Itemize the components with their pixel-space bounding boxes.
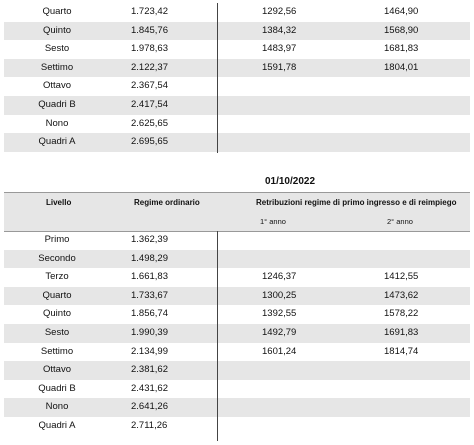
anno-1-cell <box>262 380 322 399</box>
anno-1-cell <box>262 361 322 380</box>
anno-2-cell <box>384 96 444 115</box>
table-row <box>4 268 470 287</box>
regime-ordinario-cell: 2.417,54 <box>131 98 168 110</box>
anno-1-cell <box>262 398 322 417</box>
livello-cell: Quadri A <box>38 419 76 431</box>
anno-1-cell: 1292,56 <box>262 6 297 17</box>
table-row <box>4 96 470 115</box>
table-header <box>4 192 470 232</box>
column-divider <box>217 231 218 441</box>
livello-cell: Quadri B <box>38 98 76 110</box>
regime-ordinario-cell: 2.625,65 <box>131 117 168 129</box>
regime-ordinario-cell: 1.498,29 <box>131 252 168 264</box>
column-divider <box>217 3 218 153</box>
livello-cell: Quinto <box>43 308 71 320</box>
anno-2-cell <box>384 77 444 96</box>
livello-cell: Nono <box>45 401 69 413</box>
header-regime-ordinario: Regime ordinario <box>134 198 200 207</box>
livello-cell: Sesto <box>44 326 70 338</box>
table-row <box>4 133 470 152</box>
anno-1-cell: 1601,24 <box>262 345 297 357</box>
livello-cell: Primo <box>44 234 70 245</box>
anno-1-cell: 1300,25 <box>262 289 297 301</box>
anno-2-cell: 1804,01 <box>384 61 419 73</box>
anno-2-cell <box>384 133 444 152</box>
table-row <box>4 231 470 250</box>
anno-2-cell: 1578,22 <box>384 308 419 320</box>
regime-ordinario-cell: 2.134,99 <box>131 345 168 357</box>
anno-2-cell <box>384 361 444 380</box>
regime-ordinario-cell: 1.978,63 <box>131 43 168 55</box>
regime-ordinario-cell: 1.362,39 <box>131 234 168 245</box>
anno-1-cell <box>262 96 322 115</box>
table-row <box>4 417 470 436</box>
anno-1-cell <box>262 115 322 134</box>
table-row <box>4 305 470 324</box>
anno-2-cell <box>384 115 444 134</box>
anno-1-cell: 1384,32 <box>262 24 297 36</box>
table-row <box>4 77 470 96</box>
livello-cell: Quarto <box>42 6 72 17</box>
anno-1-cell <box>262 417 322 436</box>
anno-2-cell: 1464,90 <box>384 6 419 17</box>
livello-cell: Settimo <box>40 61 74 73</box>
table-row <box>4 250 470 269</box>
livello-cell: Terzo <box>45 271 69 283</box>
livello-cell: Quadri A <box>38 136 76 148</box>
anno-2-cell: 1412,55 <box>384 271 419 283</box>
regime-ordinario-cell: 1.733,67 <box>131 289 168 301</box>
anno-1-cell <box>262 77 322 96</box>
salary-table-2022 <box>4 231 470 436</box>
regime-ordinario-cell: 2.381,62 <box>131 364 168 376</box>
anno-2-cell: 1568,90 <box>384 24 419 36</box>
regime-ordinario-cell: 1.661,83 <box>131 271 168 283</box>
regime-ordinario-cell: 1.856,74 <box>131 308 168 320</box>
livello-cell: Settimo <box>40 345 74 357</box>
livello-cell: Nono <box>45 117 69 129</box>
table-row <box>4 380 470 399</box>
livello-cell: Quadri B <box>38 382 76 394</box>
anno-1-cell: 1591,78 <box>262 61 297 73</box>
anno-1-cell: 1392,55 <box>262 308 297 320</box>
livello-cell: Quarto <box>42 289 72 301</box>
anno-1-cell: 1492,79 <box>262 326 297 338</box>
anno-2-cell: 1814,74 <box>384 345 419 357</box>
livello-cell: Quinto <box>43 24 71 36</box>
anno-1-cell <box>262 133 322 152</box>
table-row <box>4 324 470 343</box>
table-date-heading: 01/10/2022 <box>264 176 316 187</box>
header-anno-1: 1° anno <box>260 217 286 226</box>
anno-2-cell <box>384 398 444 417</box>
anno-2-cell: 1681,83 <box>384 43 419 55</box>
table-row <box>4 40 470 59</box>
anno-1-cell: 1483,97 <box>262 43 297 55</box>
table-row <box>4 3 470 22</box>
anno-2-cell: 1691,83 <box>384 326 419 338</box>
anno-2-cell <box>384 231 444 250</box>
anno-1-cell <box>262 250 322 269</box>
anno-2-cell: 1473,62 <box>384 289 419 301</box>
header-livello: Livello <box>46 198 72 207</box>
header-anno-2: 2° anno <box>387 217 413 226</box>
livello-cell: Sesto <box>44 43 70 55</box>
table-row <box>4 22 470 41</box>
regime-ordinario-cell: 2.122,37 <box>131 61 168 73</box>
regime-ordinario-cell: 2.641,26 <box>131 401 168 413</box>
anno-2-cell <box>384 250 444 269</box>
table-row <box>4 115 470 134</box>
livello-cell: Secondo <box>38 252 76 264</box>
livello-cell: Ottavo <box>43 364 71 376</box>
anno-2-cell <box>384 380 444 399</box>
anno-1-cell: 1246,37 <box>262 271 297 283</box>
livello-cell: Ottavo <box>43 80 71 92</box>
header-retribuzioni: Retribuzioni regime di primo ingresso e di reimpiego <box>256 198 457 207</box>
table-row <box>4 343 470 362</box>
regime-ordinario-cell: 1.723,42 <box>131 6 168 17</box>
table-row <box>4 59 470 78</box>
regime-ordinario-cell: 2.431,62 <box>131 382 168 394</box>
regime-ordinario-cell: 2.695,65 <box>131 136 168 148</box>
anno-1-cell <box>262 231 322 250</box>
regime-ordinario-cell: 1.990,39 <box>131 326 168 338</box>
table-row <box>4 287 470 306</box>
table-row <box>4 398 470 417</box>
table-row <box>4 361 470 380</box>
salary-table-previous <box>4 3 470 152</box>
regime-ordinario-cell: 1.845,76 <box>131 24 168 36</box>
regime-ordinario-cell: 2.711,26 <box>131 419 168 431</box>
anno-2-cell <box>384 417 444 436</box>
regime-ordinario-cell: 2.367,54 <box>131 80 168 92</box>
